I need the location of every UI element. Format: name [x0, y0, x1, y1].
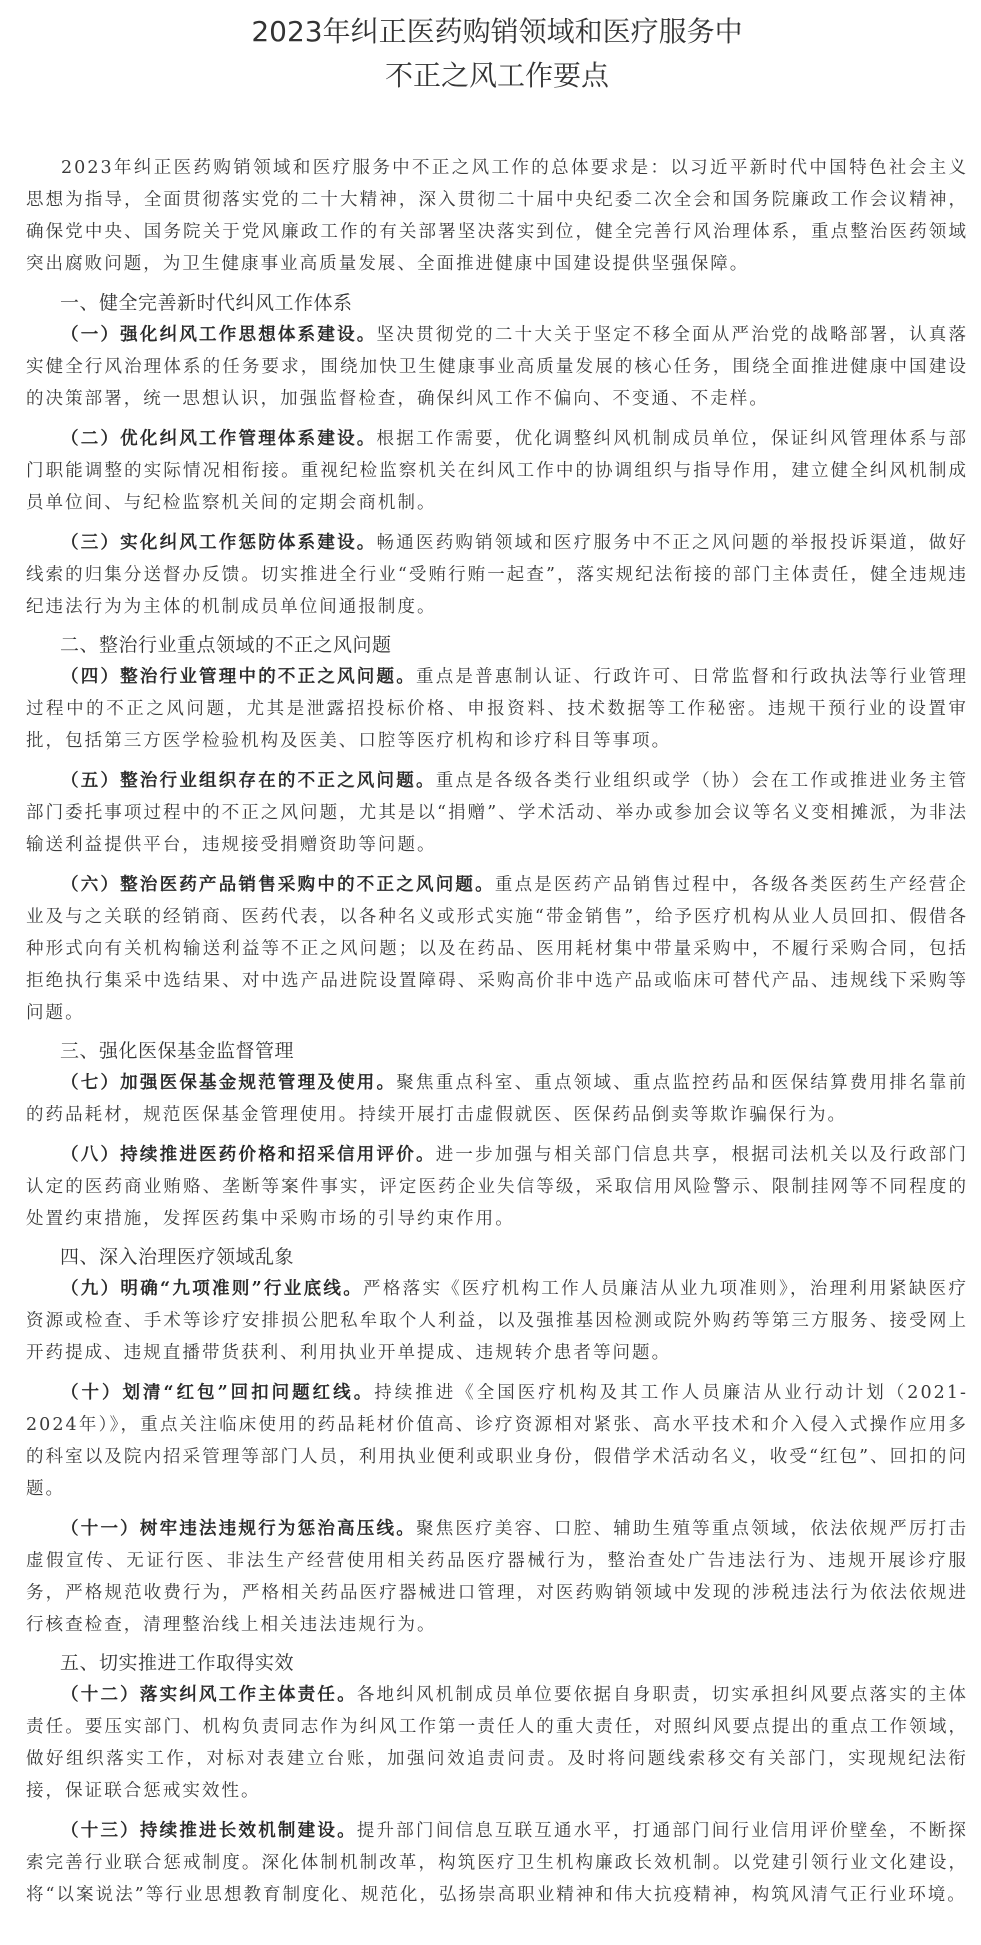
item-paragraph	[26, 661, 968, 757]
section-heading-5: 五、切实推进工作取得实效	[60, 1652, 295, 1674]
item-lead: （五）整治行业组织存在的不正之风问题。	[61, 771, 436, 791]
item-paragraph	[26, 1139, 968, 1235]
item-paragraph	[26, 1273, 968, 1369]
title-line-1: 2023年纠正医药购销领域和医疗服务中	[251, 15, 743, 48]
item-paragraph	[26, 1679, 968, 1807]
item-paragraph	[26, 1067, 968, 1131]
item-paragraph	[26, 869, 968, 1029]
item-text: 重点是普惠制认证、行政许可、日常监督和行政执法等行业管理过程中的不正之风问题，尤其是泄露招投标价格、申报资料、技术数据等工作秘密。违规干预行业的设置审批，包括第三方医学检验机构及医美、口腔等医疗机构和诊疗科目等事项。	[26, 667, 968, 751]
item-paragraph	[26, 1513, 968, 1641]
item-text: 进一步加强与相关部门信息共享，根据司法机关以及行政部门认定的医药商业贿赂、垄断等案件事实，评定医药企业失信等级，采取信用风险警示、限制挂网等不同程度的处置约束措施，发挥医药集中采购市场的引导约束作用。	[26, 1145, 968, 1229]
item-paragraph	[26, 1377, 968, 1505]
item-text: 根据工作需要，优化调整纠风机制成员单位，保证纠风管理体系与部门职能调整的实际情况相衔接。重视纪检监察机关在纠风工作中的协调组织与指导作用，建立健全纠风机制成员单位间、与纪检监察机关间的定期会商机制。	[26, 429, 968, 513]
document-title	[26, 10, 968, 98]
item-lead: （四）整治行业管理中的不正之风问题。	[61, 667, 416, 687]
item-lead: （十三）持续推进长效机制建设。	[61, 1821, 357, 1841]
item-lead: （十一）树牢违法违规行为惩治高压线。	[61, 1519, 416, 1539]
item-lead: （一）强化纠风工作思想体系建设。	[61, 325, 377, 345]
item-text: 聚焦医疗美容、口腔、辅助生殖等重点领域，依法依规严厉打击虚假宣传、无证行医、非法生产经营使用相关药品医疗器械行为，整治查处广告违法行为、违规开展诊疗服务，严格规范收费行为，严格相关药品医疗器械进口管理，对医药购销领域中发现的涉税违法行为依法依规进行核查检查，清理整治线上相关违法违规行为。	[26, 1519, 968, 1635]
item-lead: （二）优化纠风工作管理体系建设。	[61, 429, 377, 449]
item-text: 各地纠风机制成员单位要依据自身职责，切实承担纠风要点落实的主体责任。要压实部门、机构负责同志作为纠风工作第一责任人的重大责任，对照纠风要点提出的重点工作领域，做好组织落实工作，对标对表建立台账，加强问效追责问责。及时将问题线索移交有关部门，实现规纪法衔接，保证联合惩戒实效性。	[26, 1685, 968, 1801]
title-line-2: 不正之风工作要点	[384, 59, 609, 92]
section-heading-3: 三、强化医保基金监督管理	[60, 1040, 295, 1062]
item-lead: （六）整治医药产品销售采购中的不正之风问题。	[61, 875, 495, 895]
item-lead: （八）持续推进医药价格和招采信用评价。	[61, 1145, 436, 1165]
item-lead: （十）划清“红包”回扣问题红线。	[61, 1383, 375, 1403]
item-paragraph	[26, 527, 968, 623]
item-paragraph	[26, 1815, 968, 1911]
item-lead: （九）明确“九项准则”行业底线。	[61, 1279, 364, 1299]
item-text: 严格落实《医疗机构工作人员廉洁从业九项准则》，治理利用紧缺医疗资源或检查、手术等诊疗安排损公肥私牟取个人利益，以及强推基因检测或院外购药等第三方服务、接受网上开药提成、违规直播带货获利、利用执业开单提成、违规转介患者等问题。	[26, 1279, 968, 1363]
item-text: 持续推进《全国医疗机构及其工作人员廉洁从业行动计划（2021-2024年）》，重点关注临床使用的药品耗材价值高、诊疗资源相对紧张、高水平技术和介入侵入式操作应用多的科室以及院内招采管理等部门人员，利用执业便利或职业身份，假借学术活动名义，收受“红包”、回扣的问题。	[26, 1383, 969, 1499]
item-text: 重点是各级各类行业组织或学（协）会在工作或推进业务主管部门委托事项过程中的不正之风问题，尤其是以“捐赠”、学术活动、举办或参加会议等名义变相摊派，为非法输送利益提供平台，违规接受捐赠资助等问题。	[26, 771, 968, 855]
item-paragraph	[26, 765, 968, 861]
item-paragraph	[26, 423, 968, 519]
item-text: 聚焦重点科室、重点领域、重点监控药品和医保结算费用排名靠前的药品耗材，规范医保基金管理使用。持续开展打击虚假就医、医保药品倒卖等欺诈骗保行为。	[26, 1073, 968, 1125]
item-text: 坚决贯彻党的二十大关于坚定不移全面从严治党的战略部署，认真落实健全行风治理体系的任务要求，围绕加快卫生健康事业高质量发展的核心任务，围绕全面推进健康中国建设的决策部署，统一思想认识，加强监督检查，确保纠风工作不偏向、不变通、不走样。	[26, 325, 968, 409]
item-text: 畅通医药购销领域和医疗服务中不正之风问题的举报投诉渠道，做好线索的归集分送督办反馈。切实推进全行业“受贿行贿一起查”，落实规纪法衔接的部门主体责任，健全违规违纪违法行为为主体的机制成员单位间通报制度。	[26, 533, 968, 617]
section-heading-2: 二、整治行业重点领域的不正之风问题	[60, 634, 392, 656]
intro-paragraph: 2023年纠正医药购销领域和医疗服务中不正之风工作的总体要求是：以习近平新时代中国特色社会主义思想为指导，全面贯彻落实党的二十大精神，深入贯彻二十届中央纪委二次全会和国务院廉政工作会议精神，确保党中央、国务院关于党风廉政工作的有关部署坚决落实到位，健全完善行风治理体系，重点整治医药领域突出腐败问题，为卫生健康事业高质量发展、全面推进健康中国建设提供坚强保障。	[26, 158, 968, 274]
item-text: 重点是医药产品销售过程中，各级各类医药生产经营企业及与之关联的经销商、医药代表，以各种名义或形式实施“带金销售”，给予医疗机构从业人员回扣、假借各种形式向有关机构输送利益等不正之风问题；以及在药品、医用耗材集中带量采购中，不履行采购合同，包括拒绝执行集采中选结果、对中选产品进院设置障碍、采购高价非中选产品或临床可替代产品、违规线下采购等问题。	[26, 875, 968, 1023]
section-heading-1: 一、健全完善新时代纠风工作体系	[60, 292, 353, 314]
item-lead: （十二）落实纠风工作主体责任。	[61, 1685, 357, 1705]
item-lead: （七）加强医保基金规范管理及使用。	[61, 1073, 397, 1093]
item-text: 提升部门间信息互联互通水平，打通部门间行业信用评价壁垒，不断探索完善行业联合惩戒制度。深化体制机制改革，构筑医疗卫生机构廉政长效机制。以党建引领行业文化建设，将“以案说法”等行业思想教育制度化、规范化，弘扬崇高职业精神和伟大抗疫精神，构筑风清气正行业环境。	[26, 1821, 968, 1905]
section-heading-4: 四、深入治理医疗领域乱象	[60, 1246, 295, 1268]
item-paragraph	[26, 319, 968, 415]
item-lead: （三）实化纠风工作惩防体系建设。	[61, 533, 377, 553]
